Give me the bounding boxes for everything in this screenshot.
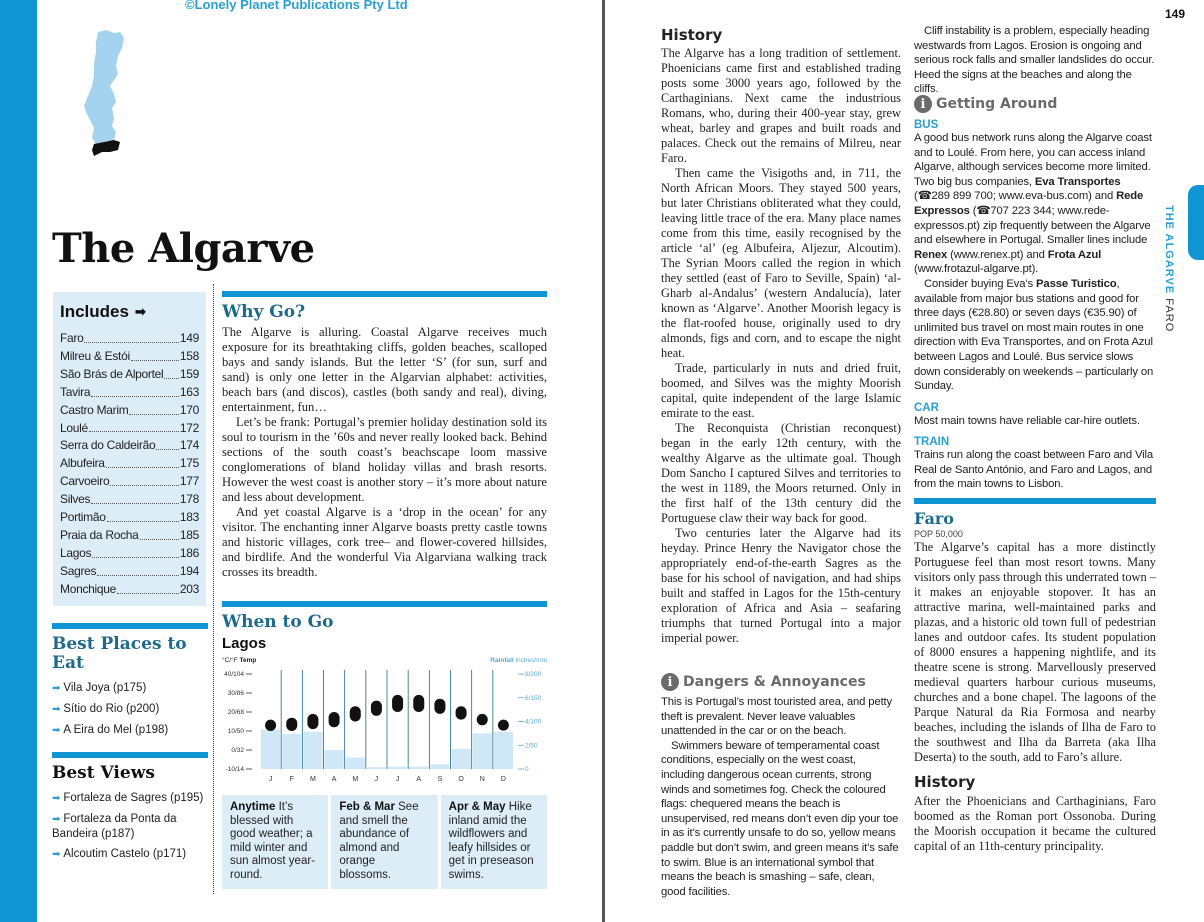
chart-city-title: Lagos [222, 635, 267, 652]
best-views-block [52, 752, 208, 868]
includes-item[interactable] [60, 581, 199, 599]
includes-item-page: 186 [179, 545, 199, 560]
bus-body [914, 131, 1156, 394]
list-item-text: A Eira do Mel (p198) [63, 724, 169, 736]
month-label: N [479, 776, 485, 783]
includes-item-page: 177 [179, 474, 199, 489]
includes-item-name: Loulé [60, 420, 88, 435]
temperature-range-marker [286, 718, 297, 731]
list-item [52, 702, 208, 717]
temperature-range-marker [329, 712, 340, 727]
why-go-title: Why Go? [222, 302, 306, 322]
includes-item-page: 174 [179, 438, 199, 453]
arrow-right-icon: ➡ [52, 704, 61, 715]
arrow-right-icon: ➡ [52, 849, 61, 860]
includes-item[interactable] [60, 420, 199, 438]
left-tick-label: 0/32 [231, 747, 244, 754]
tip-apr-may [441, 795, 547, 889]
running-header-chapter: THE ALGARVE [1163, 205, 1175, 295]
leader-dots [164, 366, 178, 379]
includes-item-name: Tavira [60, 384, 91, 399]
getting-around-heading [914, 95, 1156, 113]
chapter-title: The Algarve [52, 225, 315, 272]
best-eat-list [52, 681, 208, 738]
dangers-section [661, 673, 901, 899]
includes-list [60, 330, 199, 599]
leader-dots [91, 384, 179, 397]
list-item-text: Fortaleza de Sagres (p195) [63, 792, 204, 804]
includes-item-page: 178 [179, 492, 199, 507]
includes-item[interactable] [60, 330, 199, 348]
tip-text: It’s blessed with good weather; a mild winter and sun almost year-round. [230, 801, 316, 881]
left-tick-label: 20/68 [227, 709, 244, 716]
paragraph: And yet coastal Algarve is a ‘drop in the ocean’ for any visitor. The enchanting inner Algarve boasts pretty castle towns and historic villages, cork tree– and flower-covered hillsides, and birdlife. And the wonderful Via Algarviana walking track crosses its breadth. [222, 505, 547, 579]
list-item [52, 791, 208, 806]
list-item [52, 723, 208, 738]
includes-item[interactable] [60, 509, 199, 527]
paragraph: The Algarve has a long tradition of settlement. Phoenicians came first and established trading posts some 3000 years ago, followed by the Carthaginians. Next came the industrious Romans, who, during their 400-year stay, grew wheat, barley and grapes and built roads and palaces. Check out the remains of Milreu, near Faro. [661, 46, 901, 165]
paragraph: Swimmers beware of temperamental coast conditions, especially on the west coast, including dangerous ocean currents, strong winds and sometimes fog. Check the coloured flags: chequered means the beach is unsupervised, red means don’t even dip your toe in as it’s currently unsafe to do so, yellow means paddle but don’t swim, and green means it’s safe to swim. Blue is an international symbol that means the beach is smashing – safe, clean, good facilities. [661, 739, 899, 898]
includes-item[interactable] [60, 491, 199, 509]
paragraph: This is Portugal’s most touristed area, and petty theft is prevalent. Never leave valuables unattended in the car or on the beach. [661, 696, 893, 738]
right-tick-label: 6/150 [525, 694, 542, 702]
paragraph: The Reconquista (Christian reconquest) began in the early 12th century, with the wealthy Algarve as the ultimate goal. Though Dom Sancho I captured Silves and territories to the west in 1189, the Moors returned. Only in the first half of the 13th century did the Portuguese claw their way back for good. [661, 421, 901, 525]
temperature-range-marker [477, 714, 488, 725]
when-to-go-tips [222, 795, 547, 889]
paragraph: Let’s be frank: Portugal’s premier holiday destination sold its soul to tourism in the ’60s and never really looked back. Behind sections of the south coast’s beachscape loom massive conglomerations of bland holiday villas and brash resorts. However the west coast is another story – it’s more about nature and less about development. [222, 415, 547, 504]
dangers-body-continued [914, 24, 1156, 97]
bus-company-renex: Renex [914, 248, 948, 261]
left-tick-label: -10/14 [225, 766, 244, 773]
chapter-thumb-tab[interactable] [1188, 185, 1204, 260]
list-item [52, 812, 208, 841]
section-bar [222, 601, 547, 607]
rainfall-bar [452, 749, 471, 769]
right-tick-label: 8/200 [525, 671, 542, 678]
includes-item-name: Sagres [60, 563, 97, 578]
tip-label: Feb & Mar [339, 801, 395, 813]
includes-item-page: 163 [179, 384, 199, 399]
rainfall-bar [473, 733, 492, 769]
history-section [661, 26, 901, 646]
month-label: J [395, 776, 400, 783]
includes-item-page: 175 [179, 456, 199, 471]
best-views-title: Best Views [52, 763, 155, 783]
paragraph: A good bus network runs along the Algarve coast and to Loulé. From here, you can access inland Algarve, although services become more limited. Two big bus companies, Eva Transportes (☎289 899 700; www.eva-bus.com) and Rede Expressos (☎707 223 344; www.rede-expressos.pt) zip frequently between the Algarve and elsewhere in Portugal. Smaller lines include Renex (www.renex.pt) and Frota Azul (www.frotazul-algarve.pt). [914, 132, 1152, 276]
month-label: J [374, 776, 379, 783]
leader-dots [117, 581, 179, 594]
month-label: D [500, 776, 506, 783]
best-views-list [52, 791, 208, 862]
bus-company-frota: Frota Azul [1047, 248, 1102, 261]
includes-item-name: Portimão [60, 510, 106, 525]
includes-item[interactable] [60, 527, 199, 545]
copyright-notice: ©Lonely Planet Publications Pty Ltd [185, 0, 408, 12]
leader-dots [140, 527, 179, 540]
page-edge-stripe [0, 0, 37, 922]
temperature-range-marker [350, 706, 361, 721]
list-item-text: Vila Joya (p175) [63, 682, 147, 694]
includes-item[interactable] [60, 545, 199, 563]
list-item [52, 681, 208, 696]
tip-anytime [222, 795, 328, 889]
temperature-range-marker [307, 714, 318, 729]
dangers-title: Dangers & Annoyances [683, 674, 866, 690]
temperature-range-marker [456, 706, 467, 719]
month-label: F [289, 776, 294, 783]
best-eat-title: Best Places to Eat [52, 634, 187, 673]
includes-item[interactable] [60, 348, 199, 366]
includes-item-name: Silves [60, 492, 91, 507]
getting-around-title: Getting Around [936, 96, 1058, 112]
includes-item-page: 203 [179, 581, 199, 596]
rainfall-bar [346, 758, 365, 769]
left-tick-label: 40/104 [224, 671, 244, 678]
running-header [1163, 205, 1175, 332]
right-axis-label: Rainfall inches/mm [490, 657, 547, 664]
arrow-right-icon: ➡ [52, 814, 61, 825]
tip-text: Hike inland amid the wildflowers and leafy hillsides or get in preseason swims. [448, 801, 534, 881]
train-body: Trains run along the coast between Faro and Vila Real de Santo António, and Faro and Lagos, and from the main towns to Lisbon. [914, 449, 1153, 491]
month-label: J [268, 776, 273, 783]
rainfall-bar [261, 730, 280, 769]
faro-title: Faro [914, 509, 954, 528]
tip-text: See and smell the abundance of almond and orange blossoms. [339, 801, 419, 881]
faro-section [914, 498, 1156, 854]
tip-label: Anytime [230, 801, 276, 813]
section-bar [52, 752, 208, 758]
right-tick-label: 2/50 [525, 742, 538, 750]
includes-heading [60, 302, 199, 322]
column-divider [213, 284, 214, 894]
leader-dots [129, 402, 178, 415]
leader-dots [106, 455, 179, 468]
temperature-range-marker [392, 695, 403, 712]
page-number: 149 [1165, 7, 1186, 21]
temperature-range-marker [413, 695, 424, 712]
list-item [52, 847, 208, 862]
includes-item[interactable] [60, 384, 199, 402]
passe-turistico: Passe Turistico [1036, 277, 1117, 290]
running-header-section: FARO [1163, 298, 1175, 333]
month-label: A [331, 776, 337, 783]
includes-item-page: 172 [179, 420, 199, 435]
leader-dots [84, 330, 178, 343]
includes-item-page: 183 [179, 510, 199, 525]
paragraph: Consider buying Eva’s Passe Turistico, available from major bus stations and good for three days (€28.80) or seven days (€35.90) of unlimited bus travel on most main routes in one direction with Eva Transportes, and on Frota Azul between Lagos and Loulé. Bus service slows down considerably on weekends – particularly on Sunday. [914, 277, 1154, 393]
rainfall-bar [325, 750, 344, 769]
arrow-right-icon: ➡ [52, 793, 61, 804]
rainfall-bar [282, 734, 301, 769]
temperature-range-marker [498, 720, 509, 731]
month-label: A [416, 776, 422, 783]
month-label: S [437, 776, 443, 783]
rainfall-bar [430, 764, 449, 769]
includes-item[interactable] [60, 437, 199, 455]
leader-dots [92, 545, 179, 558]
leader-dots [156, 437, 179, 450]
car-body: Most main towns have reliable car-hire outlets. [914, 414, 1140, 427]
history-title: History [661, 26, 723, 44]
why-go-section [222, 291, 547, 580]
rainfall-bar [494, 732, 513, 769]
includes-item-name: Serra do Caldeirão [60, 438, 156, 453]
temperature-range-marker [371, 701, 382, 716]
leader-dots [89, 420, 179, 433]
includes-item-name: Monchique [60, 581, 117, 596]
includes-item[interactable] [60, 402, 199, 420]
paragraph: Cliff instability is a problem, especially heading westwards from Lagos. Erosion is ongoing and serious rock falls and smaller landslides do occur. Heed the signs at the beaches and along the cliffs. [914, 25, 1155, 96]
month-label: M [352, 776, 359, 783]
section-bar [222, 291, 547, 297]
paragraph: The Algarve is alluring. Coastal Algarve receives much exposure for its breathtaking cliffs, golden beaches, scalloped bays and sandy islands. But the letter ‘S’ (for sun, surf and sand) is only one letter in the Algarvian alphabet: activities, beach bars (and discos), castles (both sandy and real), diving, entertainment, fun… [222, 325, 547, 414]
right-tick-label: 0 [525, 766, 529, 773]
bus-heading: BUS [914, 119, 939, 131]
section-bar [914, 498, 1156, 504]
includes-title: Includes [60, 302, 129, 321]
getting-around-section [914, 95, 1156, 492]
train-heading: TRAIN [914, 436, 950, 449]
faro-body: The Algarve’s capital has a more distinctly Portuguese feel than most resort towns. Many visitors only pass through this underrated town – it makes an enjoyable stopover. It has an attractive marina, well-maintained parks and plazas, and a historic old town full of pedestrian lanes and outdoor cafes. Its student population of 8000 ensures a happening nightlife, and its theatre scene is strong. Marvellously preserved medieval quarters harbour curious museums, churches and a bone chapel. The lagoons of the Parque Natural da Ria Formosa and nearby beaches, including the islands of Ilha de Faro to the southwest and Ilha da Barreta (aka Ilha Deserta) to the south, add to Faro’s allure. [914, 540, 1156, 764]
bus-company-eva: Eva Transportes [1034, 175, 1121, 188]
month-label: O [458, 776, 464, 783]
tip-label: Apr & May [448, 801, 506, 813]
dangers-heading [661, 673, 901, 691]
rainfall-bar [367, 767, 386, 769]
includes-item-page: 194 [179, 563, 199, 578]
temperature-range-marker [434, 699, 445, 714]
paragraph: Then came the Visigoths and, in 711, the North African Moors. They stayed 500 years, but later Christians obliterated what they could, leaving little trace of the era. Many place names come from this time, easily recognised by the article ‘al’ (eg Albufeira, Aljezur, Alcoutim). The Syrian Moors called the region in which they settled (east of Faro to Seville, Spain) ‘al-Gharb al-Andalus’ (western Andalucía), later known as ‘Algarve’. Another Moorish legacy is the flat-roofed house, originally used to dry almonds, figs and corn, and to escape the night heat. [661, 166, 901, 360]
list-item-text: Alcoutim Castelo (p171) [63, 848, 187, 860]
rainfall-bar [409, 767, 428, 769]
leader-dots [97, 563, 179, 576]
leader-dots [91, 491, 179, 504]
includes-box [53, 292, 206, 606]
arrow-right-icon: ➡ [52, 683, 61, 694]
includes-item-page: 149 [179, 331, 199, 345]
info-icon: i [661, 673, 679, 691]
rainfall-bar [303, 732, 322, 769]
left-axis-label: °C/°F Temp [222, 657, 257, 664]
faro-history-body: After the Phoenicians and Carthaginians, Faro boomed as the Roman port Ossonoba. During the Moorish occupation it became the cultured capital of an 11th-century principality. [914, 794, 1156, 853]
month-label: M [309, 776, 316, 783]
leader-dots [107, 509, 179, 522]
includes-item-name: Milreu & Estói [60, 348, 130, 363]
temperature-range-marker [265, 720, 276, 731]
includes-item-page: 170 [179, 402, 199, 417]
includes-item-page: 185 [179, 527, 199, 542]
dangers-continued [914, 24, 1156, 97]
portugal-shape [84, 30, 124, 144]
includes-item-name: Lagos [60, 545, 92, 560]
bus-company-rede: Rede Expressos [914, 190, 1144, 217]
tip-feb-mar [331, 795, 437, 889]
faro-population: POP 50,000 [914, 529, 963, 539]
right-tick-label: 4/100 [525, 718, 542, 726]
includes-item[interactable] [60, 366, 199, 384]
list-item-text: Fortaleza da Ponta da Bandeira (p187) [52, 813, 177, 840]
includes-item-name: Castro Marim [60, 402, 129, 417]
when-to-go-title: When to Go [222, 612, 334, 632]
leader-dots [110, 473, 179, 486]
rainfall-bar [388, 767, 407, 769]
when-to-go-section [222, 601, 547, 652]
portugal-locator-map [70, 28, 140, 163]
left-tick-label: 30/86 [227, 690, 244, 697]
info-icon: i [914, 95, 932, 113]
includes-item-name: São Brás de Alportel [60, 366, 164, 381]
leader-dots [131, 348, 179, 361]
arrow-right-icon: ➡ [134, 304, 146, 319]
dangers-body [661, 695, 901, 899]
includes-item[interactable] [60, 473, 199, 491]
includes-item[interactable] [60, 455, 199, 473]
left-tick-label: 10/50 [227, 728, 244, 735]
section-bar [52, 623, 208, 629]
best-eat-block [52, 623, 208, 744]
book-spine [602, 0, 605, 922]
includes-item-page: 159 [179, 366, 199, 381]
includes-item[interactable] [60, 563, 199, 581]
why-go-body [222, 325, 547, 580]
includes-item-name: Praia da Rocha [60, 527, 139, 542]
car-heading: CAR [914, 401, 939, 414]
arrow-right-icon: ➡ [52, 725, 61, 736]
includes-item-name: Albufeira [60, 456, 105, 471]
history-body [661, 46, 901, 646]
paragraph: Trade, particularly in nuts and dried fruit, boomed, and Silves was the mighty Moorish capital, quite independent of the large Islamic emirate to the east. [661, 361, 901, 420]
includes-item-page: 158 [179, 348, 199, 363]
list-item-text: Sítio do Rio (p200) [63, 703, 160, 715]
climate-chart [222, 652, 547, 787]
faro-history-title: History [914, 773, 976, 791]
paragraph: Two centuries later the Algarve had its heyday. Prince Henry the Navigator chose the appropriately end-of-the-earth Sagres as the base for his school of navigation, and had ships built and staffed in Lagos for the 15th-century exploration of Africa and Asia – seafaring triumphs that turned Portugal into a major imperial power. [661, 526, 901, 645]
includes-item-name: Faro [60, 331, 84, 345]
includes-item-name: Carvoeiro [60, 474, 110, 489]
